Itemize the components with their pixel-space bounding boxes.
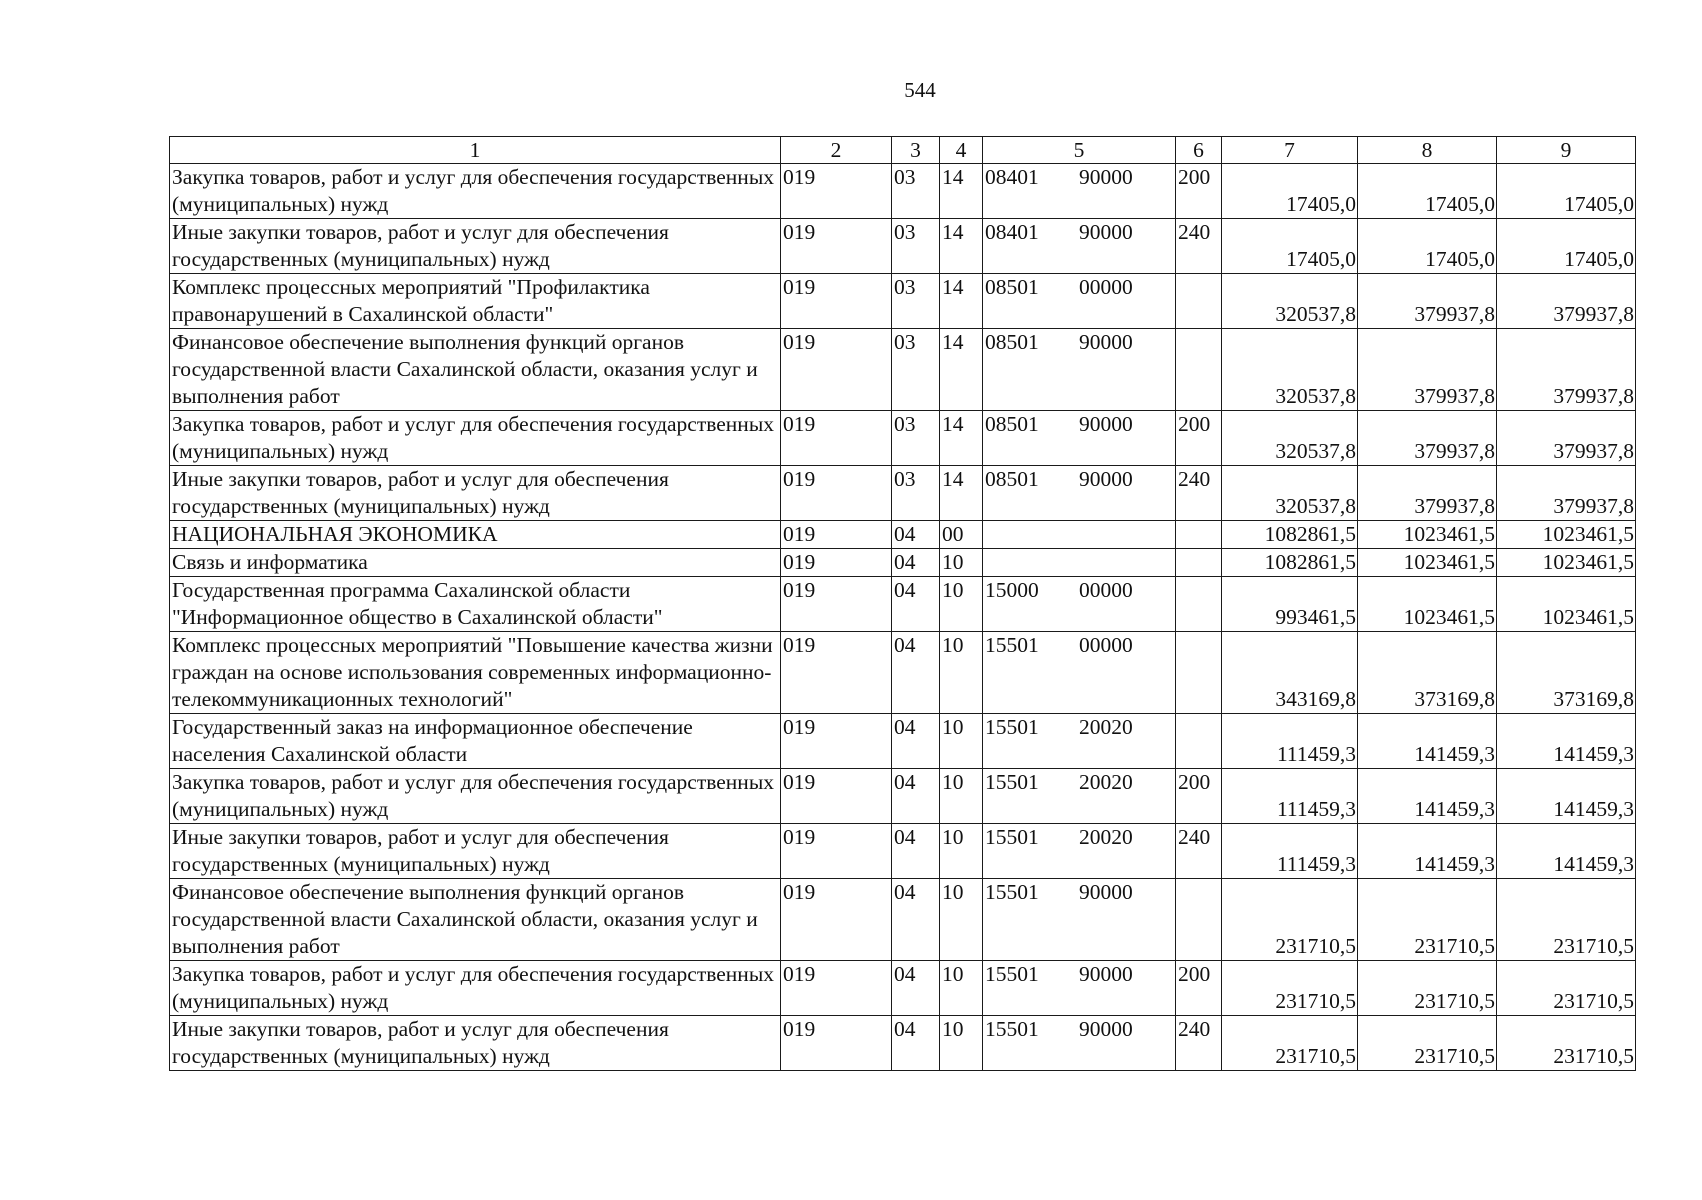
section-code-cell: 03 (892, 411, 940, 466)
section-code-cell: 04 (892, 577, 940, 632)
amount-col7: 320537,8 (1222, 274, 1358, 329)
row-description: Закупка товаров, работ и услуг для обеспечения государственных (муниципальных) нужд (170, 164, 781, 219)
table-row (170, 329, 1636, 411)
table-row (170, 714, 1636, 769)
row-description: Государственный заказ на информационное обеспечение населения Сахалинской области (170, 714, 781, 769)
amount-col9: 141459,3 (1497, 714, 1636, 769)
amount-col7: 320537,8 (1222, 411, 1358, 466)
section-code-cell: 04 (892, 632, 940, 714)
amount-col9: 1023461,5 (1497, 577, 1636, 632)
row-description: Иные закупки товаров, работ и услуг для обеспечения государственных (муниципальных) нужд (170, 219, 781, 274)
row-description: Комплекс процессных мероприятий "Повышение качества жизни граждан на основе использования современных информационно-телекоммуникационных технологий" (170, 632, 781, 714)
amount-col7: 231710,5 (1222, 1016, 1358, 1071)
subsection-code-cell: 10 (940, 824, 983, 879)
target-article-program: 15501 (985, 962, 1039, 986)
admin-code-cell: 019 (781, 632, 892, 714)
subsection-code-cell: 10 (940, 1016, 983, 1071)
amount-col7: 1082861,5 (1222, 521, 1358, 549)
expense-type-cell (1176, 714, 1222, 769)
target-article-direction: 90000 (1079, 467, 1133, 491)
amount-col9: 141459,3 (1497, 824, 1636, 879)
target-article-direction: 20020 (1079, 825, 1133, 849)
table-row (170, 466, 1636, 521)
amount-col7: 320537,8 (1222, 466, 1358, 521)
table-row (170, 1016, 1636, 1071)
amount-col8: 141459,3 (1358, 824, 1497, 879)
amount-col9: 379937,8 (1497, 466, 1636, 521)
section-code-cell: 04 (892, 824, 940, 879)
budget-table (169, 136, 1636, 1071)
subsection-code-cell: 10 (940, 632, 983, 714)
row-description: Закупка товаров, работ и услуг для обеспечения государственных (муниципальных) нужд (170, 961, 781, 1016)
amount-col9: 379937,8 (1497, 411, 1636, 466)
admin-code-cell: 019 (781, 714, 892, 769)
amount-col9: 379937,8 (1497, 274, 1636, 329)
amount-col8: 379937,8 (1358, 466, 1497, 521)
target-article-cell (983, 219, 1176, 274)
target-article-direction: 20020 (1079, 770, 1133, 794)
section-code-cell: 03 (892, 466, 940, 521)
section-code-cell: 03 (892, 329, 940, 411)
row-description: Иные закупки товаров, работ и услуг для обеспечения государственных (муниципальных) нужд (170, 824, 781, 879)
table-body (170, 164, 1636, 1071)
target-article-cell (983, 879, 1176, 961)
column-header: 3 (892, 137, 940, 164)
target-article-program: 15000 (985, 578, 1039, 602)
target-article-program: 15501 (985, 1017, 1039, 1041)
section-code-cell: 04 (892, 1016, 940, 1071)
target-article-direction: 00000 (1079, 578, 1133, 602)
target-article-program: 08401 (985, 165, 1039, 189)
column-header: 2 (781, 137, 892, 164)
subsection-code-cell: 00 (940, 521, 983, 549)
amount-col9: 379937,8 (1497, 329, 1636, 411)
row-description: НАЦИОНАЛЬНАЯ ЭКОНОМИКА (170, 521, 781, 549)
amount-col7: 343169,8 (1222, 632, 1358, 714)
row-description: Связь и информатика (170, 549, 781, 577)
target-article-cell (983, 1016, 1176, 1071)
expense-type-cell: 200 (1176, 769, 1222, 824)
row-description: Иные закупки товаров, работ и услуг для обеспечения государственных (муниципальных) нужд (170, 1016, 781, 1071)
column-header: 4 (940, 137, 983, 164)
target-article-direction: 90000 (1079, 962, 1133, 986)
expense-type-cell (1176, 577, 1222, 632)
amount-col8: 379937,8 (1358, 274, 1497, 329)
target-article-cell (983, 577, 1176, 632)
expense-type-cell (1176, 329, 1222, 411)
admin-code-cell: 019 (781, 961, 892, 1016)
target-article-direction: 90000 (1079, 880, 1133, 904)
expense-type-cell (1176, 521, 1222, 549)
target-article-cell (983, 961, 1176, 1016)
subsection-code-cell: 10 (940, 879, 983, 961)
expense-type-cell: 240 (1176, 466, 1222, 521)
column-header: 7 (1222, 137, 1358, 164)
admin-code-cell: 019 (781, 521, 892, 549)
subsection-code-cell: 10 (940, 961, 983, 1016)
section-code-cell: 04 (892, 714, 940, 769)
target-article-direction: 90000 (1079, 165, 1133, 189)
expense-type-cell (1176, 879, 1222, 961)
row-description: Государственная программа Сахалинской области "Информационное общество в Сахалинской области" (170, 577, 781, 632)
header-row (170, 137, 1636, 164)
amount-col8: 1023461,5 (1358, 577, 1497, 632)
column-header: 5 (983, 137, 1176, 164)
amount-col8: 379937,8 (1358, 329, 1497, 411)
amount-col9: 17405,0 (1497, 164, 1636, 219)
table-row (170, 411, 1636, 466)
target-article-program: 15501 (985, 633, 1039, 657)
expense-type-cell (1176, 632, 1222, 714)
admin-code-cell: 019 (781, 466, 892, 521)
target-article-cell (983, 632, 1176, 714)
amount-col9: 231710,5 (1497, 1016, 1636, 1071)
table-row (170, 769, 1636, 824)
row-description: Закупка товаров, работ и услуг для обеспечения государственных (муниципальных) нужд (170, 769, 781, 824)
target-article-cell (983, 769, 1176, 824)
admin-code-cell: 019 (781, 219, 892, 274)
section-code-cell: 04 (892, 879, 940, 961)
table-row (170, 549, 1636, 577)
expense-type-cell: 240 (1176, 1016, 1222, 1071)
amount-col8: 379937,8 (1358, 411, 1497, 466)
admin-code-cell: 019 (781, 824, 892, 879)
amount-col8: 17405,0 (1358, 164, 1497, 219)
amount-col8: 141459,3 (1358, 769, 1497, 824)
row-description: Иные закупки товаров, работ и услуг для обеспечения государственных (муниципальных) нужд (170, 466, 781, 521)
section-code-cell: 04 (892, 521, 940, 549)
amount-col8: 1023461,5 (1358, 549, 1497, 577)
subsection-code-cell: 10 (940, 549, 983, 577)
amount-col8: 231710,5 (1358, 961, 1497, 1016)
target-article-program: 08501 (985, 275, 1039, 299)
expense-type-cell: 200 (1176, 164, 1222, 219)
column-header: 9 (1497, 137, 1636, 164)
row-description: Финансовое обеспечение выполнения функций органов государственной власти Сахалинской области, оказания услуг и выполнения работ (170, 879, 781, 961)
admin-code-cell: 019 (781, 879, 892, 961)
subsection-code-cell: 14 (940, 274, 983, 329)
amount-col8: 231710,5 (1358, 879, 1497, 961)
target-article-cell (983, 521, 1176, 549)
amount-col8: 141459,3 (1358, 714, 1497, 769)
admin-code-cell: 019 (781, 164, 892, 219)
subsection-code-cell: 14 (940, 219, 983, 274)
subsection-code-cell: 14 (940, 164, 983, 219)
amount-col9: 373169,8 (1497, 632, 1636, 714)
amount-col9: 231710,5 (1497, 879, 1636, 961)
amount-col7: 111459,3 (1222, 769, 1358, 824)
expense-type-cell: 240 (1176, 219, 1222, 274)
table-row (170, 632, 1636, 714)
table-row (170, 164, 1636, 219)
subsection-code-cell: 10 (940, 577, 983, 632)
subsection-code-cell: 14 (940, 411, 983, 466)
amount-col9: 1023461,5 (1497, 521, 1636, 549)
target-article-cell (983, 549, 1176, 577)
expense-type-cell: 240 (1176, 824, 1222, 879)
target-article-program: 08501 (985, 330, 1039, 354)
table-row (170, 274, 1636, 329)
target-article-cell (983, 466, 1176, 521)
table-row (170, 219, 1636, 274)
target-article-cell (983, 274, 1176, 329)
target-article-direction: 90000 (1079, 220, 1133, 244)
target-article-direction: 90000 (1079, 412, 1133, 436)
subsection-code-cell: 10 (940, 769, 983, 824)
amount-col7: 17405,0 (1222, 164, 1358, 219)
section-code-cell: 03 (892, 274, 940, 329)
page-number: 544 (904, 78, 936, 102)
amount-col8: 17405,0 (1358, 219, 1497, 274)
amount-col9: 1023461,5 (1497, 549, 1636, 577)
subsection-code-cell: 14 (940, 329, 983, 411)
expense-type-cell: 200 (1176, 411, 1222, 466)
expense-type-cell: 200 (1176, 961, 1222, 1016)
amount-col7: 1082861,5 (1222, 549, 1358, 577)
target-article-program: 15501 (985, 825, 1039, 849)
target-article-program: 15501 (985, 770, 1039, 794)
table-row (170, 879, 1636, 961)
target-article-program: 15501 (985, 715, 1039, 739)
amount-col7: 111459,3 (1222, 714, 1358, 769)
expense-type-cell (1176, 549, 1222, 577)
amount-col7: 231710,5 (1222, 961, 1358, 1016)
target-article-direction: 00000 (1079, 275, 1133, 299)
column-header: 8 (1358, 137, 1497, 164)
target-article-program: 08501 (985, 412, 1039, 436)
table-row (170, 521, 1636, 549)
admin-code-cell: 019 (781, 274, 892, 329)
amount-col7: 993461,5 (1222, 577, 1358, 632)
amount-col9: 17405,0 (1497, 219, 1636, 274)
amount-col8: 1023461,5 (1358, 521, 1497, 549)
admin-code-cell: 019 (781, 411, 892, 466)
amount-col9: 231710,5 (1497, 961, 1636, 1016)
expense-type-cell (1176, 274, 1222, 329)
target-article-direction: 90000 (1079, 1017, 1133, 1041)
amount-col8: 373169,8 (1358, 632, 1497, 714)
target-article-cell (983, 824, 1176, 879)
section-code-cell: 04 (892, 549, 940, 577)
target-article-program: 15501 (985, 880, 1039, 904)
amount-col8: 231710,5 (1358, 1016, 1497, 1071)
amount-col7: 17405,0 (1222, 219, 1358, 274)
amount-col7: 320537,8 (1222, 329, 1358, 411)
target-article-cell (983, 714, 1176, 769)
table-row (170, 577, 1636, 632)
admin-code-cell: 019 (781, 577, 892, 632)
target-article-direction: 00000 (1079, 633, 1133, 657)
target-article-program: 08401 (985, 220, 1039, 244)
amount-col7: 111459,3 (1222, 824, 1358, 879)
target-article-cell (983, 329, 1176, 411)
admin-code-cell: 019 (781, 769, 892, 824)
section-code-cell: 03 (892, 219, 940, 274)
section-code-cell: 04 (892, 961, 940, 1016)
section-code-cell: 03 (892, 164, 940, 219)
admin-code-cell: 019 (781, 549, 892, 577)
column-header: 6 (1176, 137, 1222, 164)
section-code-cell: 04 (892, 769, 940, 824)
target-article-direction: 90000 (1079, 330, 1133, 354)
subsection-code-cell: 10 (940, 714, 983, 769)
row-description: Закупка товаров, работ и услуг для обеспечения государственных (муниципальных) нужд (170, 411, 781, 466)
column-header: 1 (170, 137, 781, 164)
row-description: Комплекс процессных мероприятий "Профилактика правонарушений в Сахалинской области" (170, 274, 781, 329)
amount-col9: 141459,3 (1497, 769, 1636, 824)
admin-code-cell: 019 (781, 1016, 892, 1071)
target-article-direction: 20020 (1079, 715, 1133, 739)
amount-col7: 231710,5 (1222, 879, 1358, 961)
admin-code-cell: 019 (781, 329, 892, 411)
target-article-program: 08501 (985, 467, 1039, 491)
target-article-cell (983, 411, 1176, 466)
table-row (170, 961, 1636, 1016)
table-row (170, 824, 1636, 879)
target-article-cell (983, 164, 1176, 219)
subsection-code-cell: 14 (940, 466, 983, 521)
row-description: Финансовое обеспечение выполнения функций органов государственной власти Сахалинской области, оказания услуг и выполнения работ (170, 329, 781, 411)
